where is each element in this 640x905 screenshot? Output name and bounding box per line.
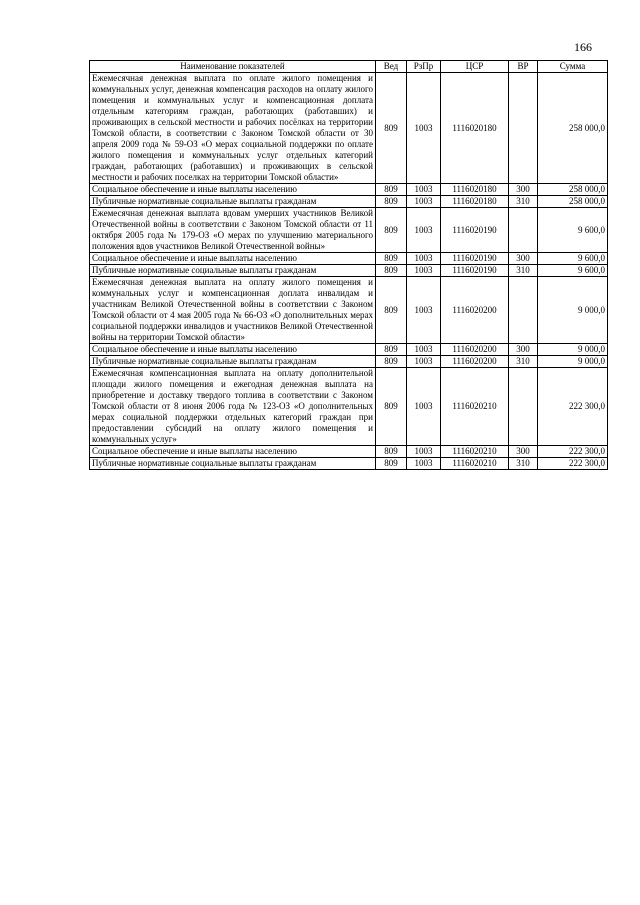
table-row [90,265,608,277]
row-csr: 1116020210 [441,446,509,458]
row-rzpr: 1003 [407,265,441,277]
row-sum: 9 600,0 [538,265,608,277]
header-ved: Вед [376,61,407,73]
row-sum: 9 000,0 [538,344,608,356]
table-row [90,368,608,446]
row-ved: 809 [376,277,407,344]
table-row [90,446,608,458]
row-vr: 300 [509,344,538,356]
row-name: Социальное обеспечение и иные выплаты населению [90,344,376,356]
row-name: Ежемесячная денежная выплата по оплате жилого помещения и коммунальных услуг, денежная компенсация расходов на оплату жилого помещения и коммунальных услуг и компенсационная доплата отдельным категориям граждан, работающих (работавших) и проживающих в сельской местности и рабочих посёлках на территории Томской области, в соответствии с Законом Томской области от 30 апреля 2009 года № 59-ОЗ «О мерах социальной поддержки по оплате жилого помещения и коммунальных услуг отдельных категорий граждан, работающих (работавших) и проживающих в сельской местности и рабочих поселках на территории Томской области» [90,73,376,184]
row-name: Публичные нормативные социальные выплаты гражданам [90,196,376,208]
row-vr: 300 [509,446,538,458]
row-rzpr: 1003 [407,184,441,196]
row-vr [509,208,538,253]
header-name: Наименование показателей [90,61,376,73]
table-row [90,208,608,253]
header-csr: ЦСР [441,61,509,73]
table-row [90,277,608,344]
row-csr: 1116020180 [441,73,509,184]
table-row [90,184,608,196]
row-ved: 809 [376,265,407,277]
row-ved: 809 [376,446,407,458]
row-rzpr: 1003 [407,356,441,368]
row-ved: 809 [376,208,407,253]
row-name: Ежемесячная компенсационная выплата на оплату дополнительной площади жилого помещения и ежегодная денежная выплата на приобретение и доставку твердого топлива в соответствии с Законом Томской области от 8 июня 2006 года № 123-ОЗ «О дополнительных мерах социальной поддержки отдельных категорий граждан при предоставлении субсидий на оплату жилого помещения и коммунальных услуг» [90,368,376,446]
row-csr: 1116020210 [441,368,509,446]
row-sum: 9 000,0 [538,277,608,344]
row-vr: 300 [509,184,538,196]
budget-table [89,60,608,470]
row-ved: 809 [376,73,407,184]
table-row [90,344,608,356]
row-rzpr: 1003 [407,458,441,470]
row-ved: 809 [376,253,407,265]
row-ved: 809 [376,458,407,470]
row-sum: 9 600,0 [538,253,608,265]
row-csr: 1116020200 [441,356,509,368]
row-sum: 258 000,0 [538,73,608,184]
row-vr [509,277,538,344]
row-rzpr: 1003 [407,253,441,265]
row-sum: 222 300,0 [538,446,608,458]
row-name: Публичные нормативные социальные выплаты гражданам [90,458,376,470]
row-name: Публичные нормативные социальные выплаты гражданам [90,265,376,277]
table-header-row [90,61,608,73]
row-name: Социальное обеспечение и иные выплаты населению [90,446,376,458]
row-csr: 1116020180 [441,184,509,196]
row-csr: 1116020210 [441,458,509,470]
row-name: Ежемесячная денежная выплата на оплату жилого помещения и коммунальных услуг и компенсационная доплата инвалидам и участникам Великой Отечественной войны в соответствии с Законом Томской области от 4 мая 2005 года № 66-ОЗ «О дополнительных мерах социальной поддержки инвалидов и участников Великой Отечественной войны на территории Томской области» [90,277,376,344]
row-vr: 310 [509,356,538,368]
row-rzpr: 1003 [407,344,441,356]
row-ved: 809 [376,184,407,196]
row-ved: 809 [376,196,407,208]
row-rzpr: 1003 [407,73,441,184]
row-rzpr: 1003 [407,208,441,253]
row-name: Социальное обеспечение и иные выплаты населению [90,253,376,265]
row-vr: 310 [509,196,538,208]
row-sum: 222 300,0 [538,368,608,446]
row-ved: 809 [376,356,407,368]
row-sum: 258 000,0 [538,184,608,196]
row-vr [509,368,538,446]
row-sum: 9 600,0 [538,208,608,253]
row-csr: 1116020180 [441,196,509,208]
table-row [90,253,608,265]
row-vr: 310 [509,265,538,277]
header-sum: Сумма [538,61,608,73]
table-row [90,458,608,470]
page-number: 166 [574,40,592,54]
table-row [90,356,608,368]
row-name: Публичные нормативные социальные выплаты гражданам [90,356,376,368]
row-sum: 222 300,0 [538,458,608,470]
header-rzpr: РзПр [407,61,441,73]
row-rzpr: 1003 [407,277,441,344]
row-ved: 809 [376,344,407,356]
row-name: Ежемесячная денежная выплата вдовам умерших участников Великой Отечественной войны в соответствии с Законом Томской области от 11 октября 2005 года № 179-ОЗ «О мерах по улучшению материального положения вдов участников Великой Отечественной войны» [90,208,376,253]
row-name: Социальное обеспечение и иные выплаты населению [90,184,376,196]
row-csr: 1116020200 [441,344,509,356]
row-vr: 310 [509,458,538,470]
table-row [90,196,608,208]
row-csr: 1116020190 [441,265,509,277]
row-ved: 809 [376,368,407,446]
row-vr [509,73,538,184]
row-sum: 258 000,0 [538,196,608,208]
table-row [90,73,608,184]
row-csr: 1116020190 [441,208,509,253]
row-rzpr: 1003 [407,368,441,446]
header-vr: ВР [509,61,538,73]
row-rzpr: 1003 [407,196,441,208]
row-vr: 300 [509,253,538,265]
row-rzpr: 1003 [407,446,441,458]
row-sum: 9 000,0 [538,356,608,368]
row-csr: 1116020200 [441,277,509,344]
row-csr: 1116020190 [441,253,509,265]
